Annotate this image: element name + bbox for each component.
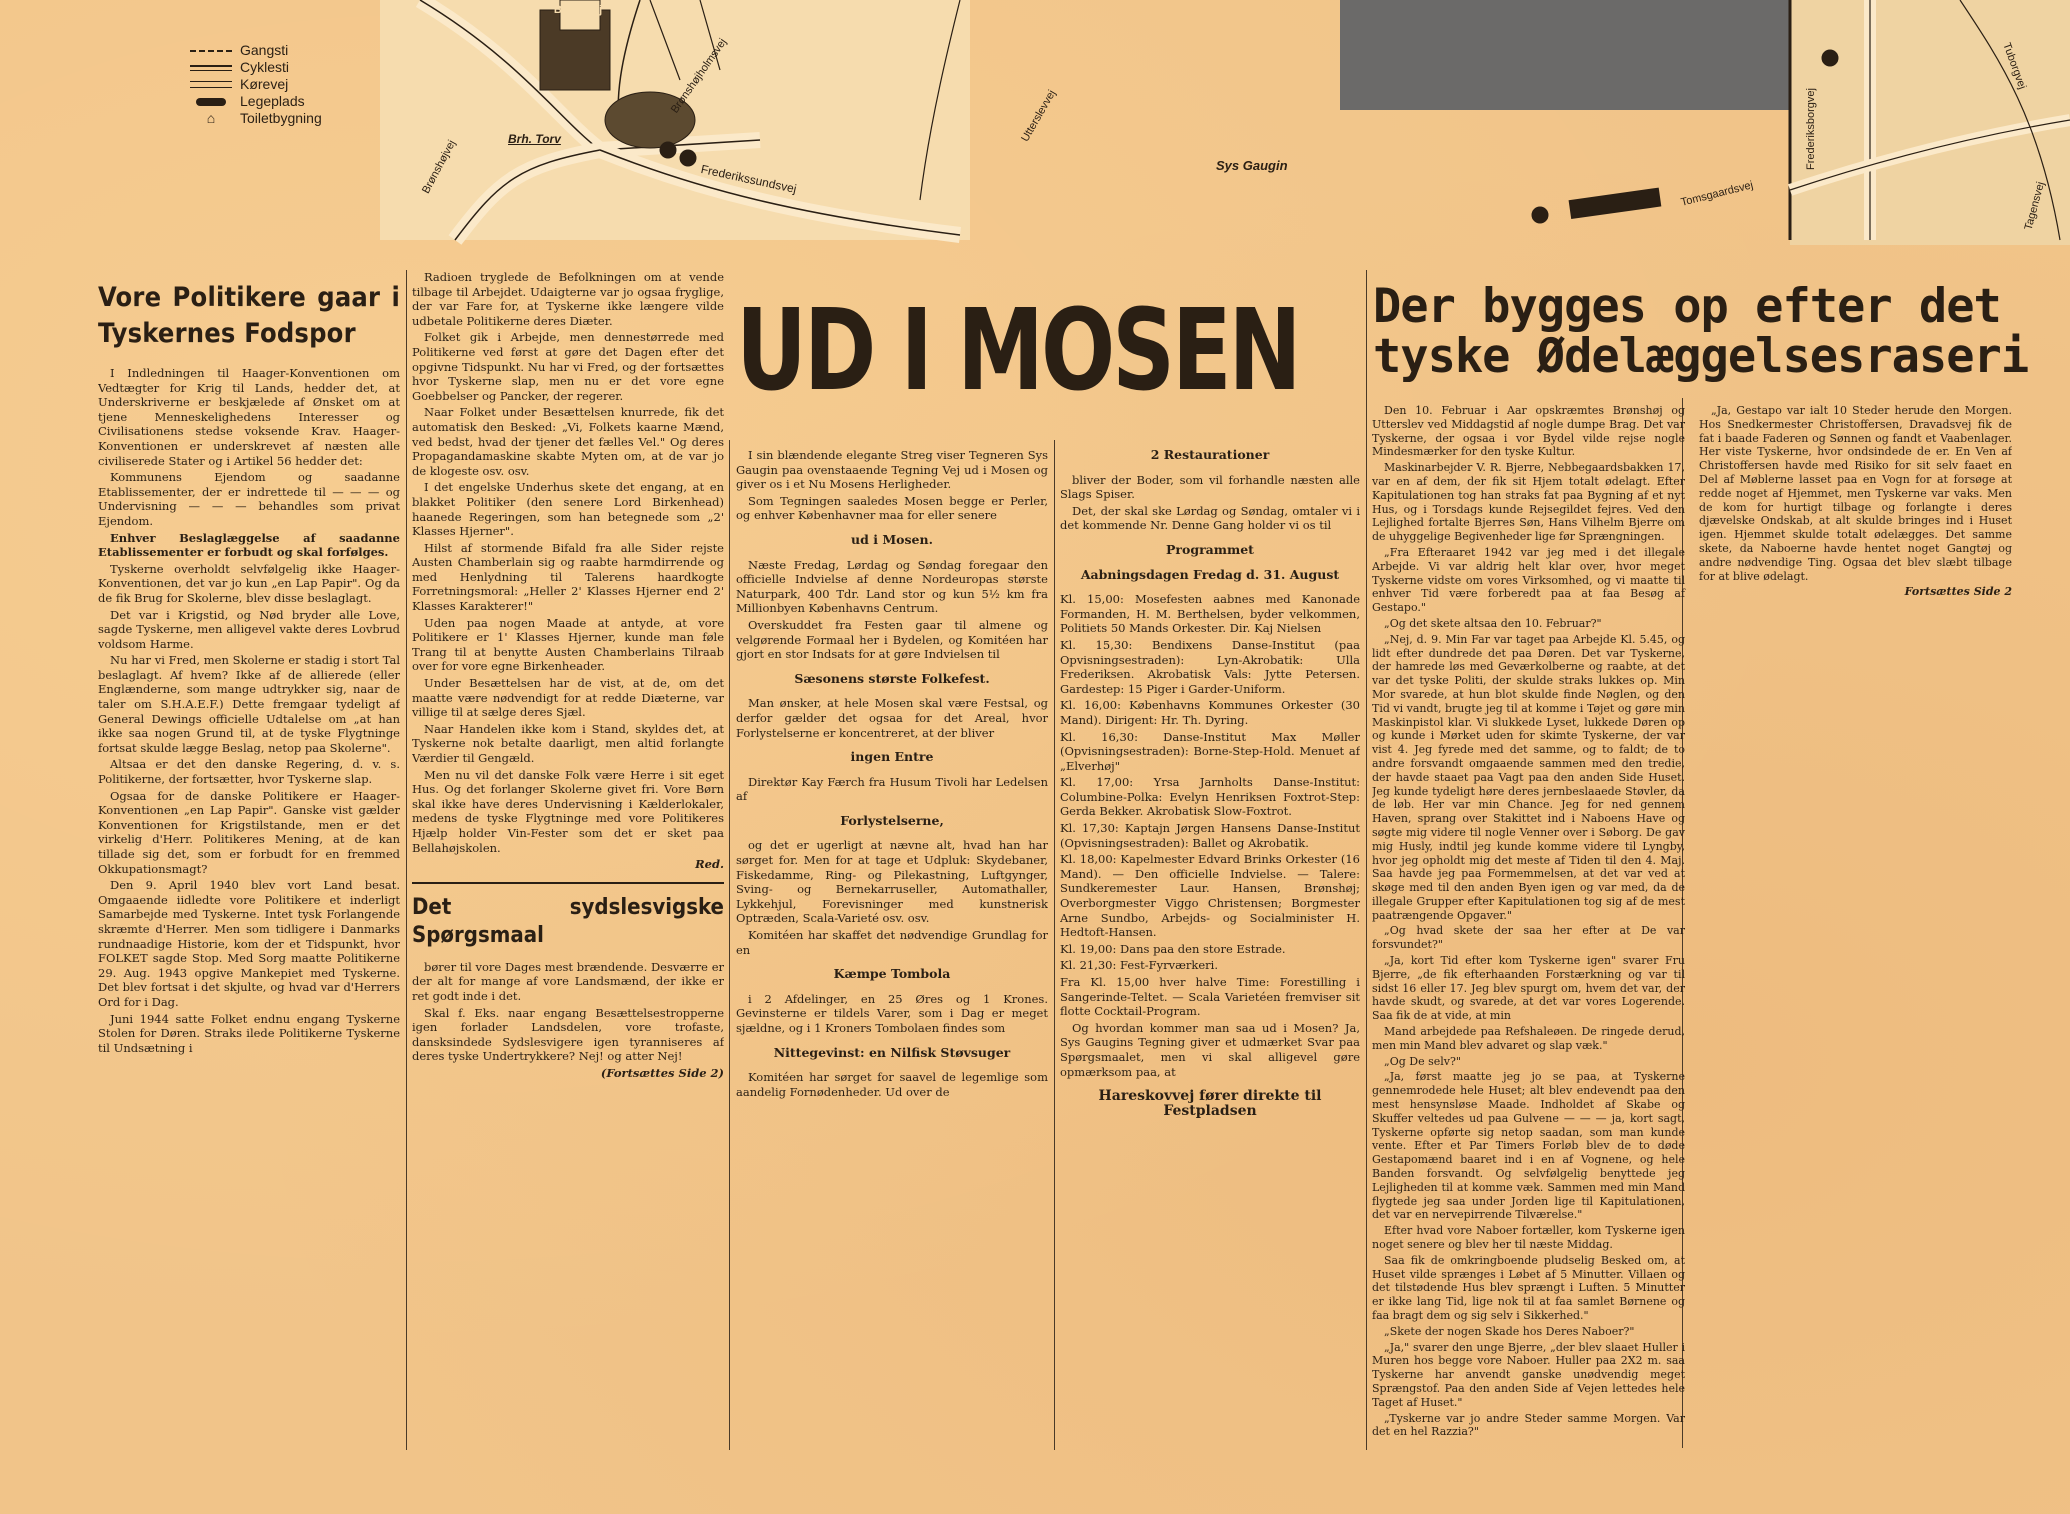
paragraph: Men nu vil det danske Folk være Herre i sit eget Hus. Og det forlanger Skolerne givet fri. Vore Børn skal ikke have deres Undervisning i Kælderlokaler, medens de tyske Flygtninge med vore Politikeres Hjælp holder Vin-Fester som det er sket paa Bellahøjskolen.: [412, 767, 724, 855]
program-item: Kl. 15,00: Mosefesten aabnes med Kanonade Formanden, H. M. Berthelsen, byder velkommen, Politiets 50 Mands Orkester. Dir. Kaj Nielsen: [1060, 592, 1360, 636]
legend-item: Legeplads: [240, 93, 305, 109]
paragraph: Radioen tryglede de Befolkningen om at vende tilbage til Arbejdet. Udaigterne var jo ogsaa fryglige, der var Fare for, at Tyskerne ikke længere vilde udbetale Politikerne deres Diæter.: [412, 270, 724, 328]
paragraph: „Og De selv?": [1384, 1054, 1461, 1068]
program-item: Kl. 16,30: Danse-Institut Max Møller (Opvisningsestraden): Borne-Step-Hold. Menuet af „Elverhøj": [1060, 729, 1360, 773]
legend-item: Kørevej: [240, 76, 289, 92]
article-column-3: [736, 448, 1048, 1448]
signature: Red.: [695, 857, 724, 872]
paragraph: „Og hvad skete der saa her efter at De var forsvundet?": [1372, 924, 1685, 952]
continued-note: (Fortsættes Side 2): [600, 1065, 724, 1080]
article-column-1: [98, 270, 400, 1450]
program-item: Fra Kl. 15,00 hver halve Time: Forestilling i Sangerinde-Teltet. — Scala Varietéen fremviser sit flotte Cocktail-Program.: [1060, 975, 1360, 1019]
column-rule: [406, 270, 407, 1450]
subheading: Sæsonens største Folkefest.: [794, 670, 990, 686]
article-column-2: [412, 270, 724, 1450]
map-legend: [190, 42, 322, 127]
headline-politikere: Vore Politikere gaar i Tyskernes Fodspor: [98, 282, 400, 349]
paragraph: Næste Fredag, Lørdag og Søndag foregaar den officielle Indvielse af denne Nordeuropas største Naturpark, 400 Tdr. Land stor og kun 5½ km fra Millionbyen Københavns Centrum.: [736, 557, 1048, 616]
paragraph: „Fra Efteraaret 1942 var jeg med i det illegale Arbejde. Vi var aldrig helt klar over, hvor meget Tyskerne vidste om vores Virksomhed, og vi maatte til enhver Tid være forberedt paa at faa Besøg af Gestapo.": [1372, 545, 1685, 615]
program-item: Kl. 16,00: Københavns Kommunes Orkester (30 Mand). Dirigent: Hr. Th. Dyring.: [1060, 698, 1360, 727]
paragraph: Efter hvad vore Naboer fortæller, kom Tyskerne igen noget senere og blev her til næste Middag.: [1372, 1224, 1685, 1252]
headline-der-bygges: Der bygges op efter det tyske Ødelæggelsesraseri: [1373, 279, 2029, 384]
paragraph: „Skete der nogen Skade hos Deres Naboer?": [1384, 1324, 1635, 1338]
paragraph: Som Tegningen saaledes Mosen begge er Perler, og enhver Københavner maa for eller senere: [736, 493, 1048, 523]
subheading: ud i Mosen.: [851, 531, 933, 547]
paragraph: I sin blændende elegante Streg viser Tegneren Sys Gaugin paa ovenstaaende Tegning Vej ud i Mosen og giver os i et Nu Mosens Herligheder.: [736, 448, 1048, 492]
paragraph: Tyskerne overholdt selvfølgelig ikke Haager-Konventionen, det var jo kun „en Lap Papir". Og da de fik Brug for Skolerne, blev disse beslaglagt.: [98, 561, 400, 605]
paragraph: Man ønsker, at hele Mosen skal være Festsal, og derfor gælder det ogsaa for det Areal, hvor Forlystelserne er koncentreret, at der bliver: [736, 696, 1048, 740]
paragraph: Komitéen har skaffet det nødvendige Grundlag for en: [736, 928, 1048, 957]
column-rule: [729, 440, 730, 1450]
paragraph: I Indledningen til Haager-Konventionen om Vedtægter for Krig til Lands, hedder det, at Underskriverne er beskjælede af Ønsket om at tjene Menneskelighedens Interesser og Civilisationens stedse voksende Krav. Haager-Konventionen er underskrevet af næsten alle civiliserede Stater og i Artikel 56 hedder det:: [98, 366, 400, 468]
paragraph: „Og det skete altsaa den 10. Februar?": [1384, 616, 1602, 630]
paragraph: Skal f. Eks. naar engang Besættelsestropperne igen forlader Landsdelen, vore trofaste, dansksindede Sydslesvigere igen tyranniseres af deres tyske Undertrykkere? Nej! og atter Nej!: [412, 1005, 724, 1064]
paragraph: „Nej, d. 9. Min Far var taget paa Arbejde Kl. 5.45, og lidt efter dundrede det paa Døren. Det var Tyskerne, der hamrede løs med Geværkolberne og raabte, at det var det tyske Politi, der skulde straks lukkes op. Min Mor svarede, at hun blot skulde finde Nøglen, og den Tid vi vandt, brugte jeg til at komme i Tøjet og gøre min Maskinpistol klar. Vi slukkede Lyset, lukkede Døren op og kunde i Mørket uden for skimte Tyskerne, der var vist 4. Jeg fyrede med det samme, og to faldt; de to andre forsvandt omgaaende sammen med den tredie, der havde staaet paa Vagt paa den anden Side Huset. Jeg kunde tydeligt høre deres jernbeslaaede Støvler, da de løb. Her var min Chance. Jeg for ned gennem Haven, sprang over Stakittet ind i Naboens Have og søgte mig videre til nogle Venner over i Søborg. De gav mig Husly, indtil jeg kunde komme videre til Lyngby, hvor jeg opholdt mig det meste af Tiden til den 4. Maj. Saa havde jeg paa Formemmelsen, at det var ved at skøge med til den anden Byen igen og var med, da de illegale Grupper efter Kapitulationen tog sig af de mest paatrængende Opgaver.": [1372, 632, 1685, 922]
subheading: Programmet: [1166, 541, 1254, 557]
map-label-road: Tuborgvej: [2000, 41, 2029, 91]
subheading: 2 Restaurationer: [1150, 448, 1270, 462]
paragraph: Naar Folket under Besættelsen knurrede, fik det automatisk den Besked: „Vi, Folkets kaarne Mænd, ved bedst, hvad der tjener det fælles Vel." Og deres Propagandamaskine skabte Myten om, at de var jo de klogeste osv. osv.: [412, 405, 724, 478]
map-label-square: Brh. Torv: [508, 132, 561, 146]
paragraph: „Ja," svarer den unge Bjerre, „der blev slaaet Huller i Muren hos begge vore Naboer. Huller paa 2X2 m. saa Tyskerne har anvendt ganske unødvendig meget Sprængstof. Paa den anden Side af Vejen lettedes hele Taget af Huset.": [1372, 1340, 1685, 1409]
continued-note: Fortsættes Side 2: [1904, 585, 2012, 599]
paragraph: Uden paa nogen Maade at antyde, at vore Politikere er 1' Klasses Hjerner, kunde man føle Trang til at benytte Austen Chamberlains Tilraab over for vore egne Birkenheader.: [412, 615, 724, 674]
article-column-5: [1372, 404, 2012, 1448]
subheading: Forlystelserne,: [840, 812, 944, 828]
subheading: Aabningsdagen Fredag d. 31. August: [1080, 566, 1340, 582]
map-label-road: Tagensvej: [2022, 180, 2047, 232]
paragraph: bliver der Boder, som vil forhandle næsten alle Slags Spiser.: [1060, 472, 1360, 502]
map-label-church: Brønshøj Kirke: [553, 4, 603, 28]
program-item: Kl. 19,00: Dans paa den store Estrade.: [1060, 941, 1286, 956]
paragraph: Juni 1944 satte Folket endnu engang Tyskerne Stolen for Døren. Straks ilede Politikerne Tyskerne til Undsætning i: [98, 1011, 400, 1055]
paragraph: Mand arbejdede paa Refshaleøen. De ringede derud, men min Mand blev advaret og slap væk.": [1372, 1025, 1685, 1052]
paragraph: Den 9. April 1940 blev vort Land besat. Omgaaende iidledte vore Politikere et inderligt Samarbejde med Tyskerne. Intet tysk Forlangende skræmte d'Herrer. Men som tidligere i Danmarks rundnaadige Historie, kom der et Tidspunkt, hvor FOLKET sagde Stop. Med Sorg maatte Politikerne 29. Aug. 1943 opgive Mankepiet med Tyskerne. Det blev fortsat i det skjulte, og hvad var d'Herrers Ord for i Dag.: [98, 878, 400, 1009]
paragraph: Ogsaa for de danske Politikere er Haager-Konventionen „en Lap Papir". Ganske vist gælder Konventionen for Krigstilstande, men er det virkelig d'Herr. Politikeres Mening, at de kan tillade sig det, som er forbudt for en fremmed Okkupationsmagt?: [98, 788, 400, 876]
paragraph: Enhver Beslaglæggelse af saadanne Etablissementer er forbudt og skal forfølges.: [98, 530, 400, 560]
program-item: Kl. 17,30: Kaptajn Jørgen Hansens Danse-Institut (Opvisningsestraden): Ballet og Akrobatik.: [1060, 821, 1360, 850]
paragraph: Komitéen har sørget for saavel de legemlige som aandelig Fornødenheder. Ud over de: [736, 1070, 1048, 1099]
paragraph: Saa fik de omkringboende pludselig Besked om, at Huset vilde sprænges i Løbet af 5 Minutter. Villaen og det tilstødende Hus blev sprængt i Luften. 5 Minutter er ikke lang Tid, lige nok til at faa samlet Børnene og faa bragt dem og sig selv i Sikkerhed.": [1372, 1253, 1685, 1322]
headline-sydslesvig: Det sydslesvigske Spørgsmaal: [412, 882, 724, 950]
program-item: Kl. 18,00: Kapelmester Edvard Brinks Orkester (16 Mand). — Den officielle Indvielse. — Talere: Sundkeremester Laur. Hansen, Brønshøj; Overborgmester Viggo Christensen; Borgmester Arne Sundbo, Arbejds- og Socialminister H. Hedtoft-Hansen.: [1060, 852, 1360, 940]
paragraph: Det var i Krigstid, og Nød bryder alle Love, sagde Tyskerne, men alligevel vakte deres Lovbrud voldsom Harme.: [98, 607, 400, 651]
subheading: Kæmpe Tombola: [833, 966, 951, 982]
paragraph: „Ja, kort Tid efter kom Tyskerne igen" svarer Fru Bjerre, „de fik efterhaanden Forstærkning og var til sidst 16 eller 17. Jeg blev spurgt om, hvem det var, der havde skudt, og svarede, at det var vores Logerende. Saa fik de at vide, at min: [1372, 954, 1685, 1023]
map-illustration: [0, 0, 2070, 255]
paragraph: Den 10. Februar i Aar opskræmtes Brønshøj og Utterslev ved Middagstid af nogle dumpe Brag. Det var Tyskerne, der ogsaa i vor Bydel vilde rejse nogle Mindesmærker for den tyske Kultur.: [1372, 404, 1685, 459]
map-label-road: Tomsgaardsvej: [1679, 179, 1755, 209]
program-item: Kl. 21,30: Fest-Fyrværkeri.: [1060, 958, 1218, 973]
paragraph: Under Besættelsen har de vist, at de, om det maatte være nødvendigt for at redde Diæterne, var villige til at sælge deres Sjæl.: [412, 676, 724, 720]
map-label-road: Frederikssundsvej: [699, 162, 798, 196]
paragraph: Det, der skal ske Lørdag og Søndag, omtaler vi i det kommende Nr. Denne Gang holder vi os til: [1060, 503, 1360, 533]
program-item: Kl. 17,00: Yrsa Jarnholts Danse-Institut: Columbine-Polka: Evelyn Henriksen Foxtrot-Step: Gerda Bekker. Akrobatisk Slow-Foxtrot.: [1060, 775, 1360, 819]
paragraph: „Ja, Gestapo var ialt 10 Steder herude den Morgen. Hos Snedkermester Christoffersen, Dravadsvej fik de fat i baade Faderen og Sønnen og fandt et Vaabenlager. Her viste Tyskerne, hvor ondsindede de er. En Ven af Christoffersen havde med Risiko for sit selv faaet en Del af Møblerne lasset paa en Vogn for at forsøge at redde noget af Hjemmet, men Tyskerne var vaks. Men de kom for hurtigt tilbage og forlangte i deres djævelske Ondskab, at alt skulde bringes ind i Huset igen. Hjemmet skulde totalt ødelægges. Det samme skete, da Naboerne havde hentet noget Gangtøj og andre nødvendige Ting. Ogsaa det blev slæbt tilbage for at blive ødelagt.: [1699, 404, 2012, 583]
legend-item: Toiletbygning: [240, 110, 322, 126]
subheading: Hareskovvej fører direkte til Festpladsen: [1098, 1088, 1322, 1119]
legend-item: Gangsti: [240, 42, 289, 58]
map-label-road: Brønshøjholmsvej: [668, 36, 730, 116]
paragraph: Hilst af stormende Bifald fra alle Sider rejste Austen Chamberlain sig og raabte harmdirrende og med Henlydning til Talerens haardkogte Forretningsmoral: „Heller 2' Klasses Hjerner end 2' Klasses Karakterer!": [412, 540, 724, 614]
map-label-road: Brønshøjvej: [420, 138, 459, 196]
paragraph: I det engelske Underhus skete det engang, at en blakket Politiker (den senere Lord Birkenhead) haanede Regeringen, som han betegnede som „2' Klasses Hjerner".: [412, 480, 724, 539]
paragraph: Altsaa er det den danske Regering, d. v. s. Politikerne, der fortsætter, hvor Tyskerne slap.: [98, 757, 400, 787]
paragraph: Maskinarbejder V. R. Bjerre, Nebbegaardsbakken 17, var en af dem, der fik sit Hjem totalt ødelagt. Efter Kapitulationen tog han straks fat paa Bygning af et nyt Hus, og i Torsdags kunde Rejsegildet fejres. Ved den Lejlighed fortalte Bjerres Søn, Hans Vilhelm Bjerre om de uhyggelige Begivenheder lige før Sprængningen.: [1372, 461, 1685, 544]
paragraph: i 2 Afdelinger, en 25 Øres og 1 Krones. Gevinsterne er tildels Varer, som i Dag er meget sjældne, og i 1 Kroners Tombolaen findes som: [736, 991, 1048, 1035]
paragraph: „Tyskerne var jo andre Steder samme Morgen. Var det en hel Razzia?": [1372, 1411, 1685, 1439]
map-label-road: Utterslevvej: [1019, 88, 1059, 144]
toilet-icon: ⌂: [206, 110, 216, 126]
paragraph: Og hvordan kommer man saa ud i Mosen? Ja, Sys Gaugins Tegning giver et udmærket Svar paa Spørgsmaalet, men vi skal alligevel gøre opmærksom paa, at: [1060, 1020, 1360, 1079]
paragraph: og det er ugerligt at nævne alt, hvad han har sørget for. Men for at tage et Udpluk: Skydebaner, Fiskedamme, Ring- og Pilekastning, Luftgynger, Sving- og Bernekarruseller, Automathaller, Lykkehjul, Forevisninger med kunstnerisk Optræden, Scala-Varieté osv. osv.: [736, 838, 1048, 926]
paragraph: Naar Handelen ikke kom i Stand, skyldes det, at Tyskerne nok betalte daarligt, men altid forlangte Værdier til Gengæld.: [412, 721, 724, 765]
program-item: Kl. 15,30: Bendixens Danse-Institut (paa Opvisningsestraden): Lyn-Akrobatik: Ulla Frederiksen. Akrobatisk Vals: Jytte Petersen. Gardestep: 15 Piger i Garder-Uniform.: [1060, 637, 1360, 696]
paragraph: Folket gik i Arbejde, men dennestørrede med Politikerne ved først at gøre det Dagen efter det opgivne Tidspunkt. Nu har vi Fred, og der fortsættes hvor Tyskerne slap, men nu er det vore egne Goebbelser og Pancker, der regerer.: [412, 330, 724, 403]
legend-item: Cyklesti: [240, 59, 290, 75]
subheading: Nittegevinst: en Nilfisk Støvsuger: [773, 1044, 1011, 1060]
headline-ud-i-mosen: UD I MOSEN: [736, 286, 1299, 416]
article-column-4: [1060, 448, 1360, 1448]
paragraph: bører til vore Dages mest brændende. Desværre er der alt for mange af vore Landsmænd, der ikke er ret godt inde i det.: [412, 959, 724, 1003]
paragraph: Nu har vi Fred, men Skolerne er stadig i stort Tal beslaglagt. Af hvem? Ikke af de allierede (eller Englænderne, som mange udtrykker sig, naar de taler om S.H.A.E.F.) Dette fremgaar tydeligt af General Dewings officielle Udtalelse om „at han ikke saa nogen Grund til, at de tyske Flygtninge fortsat skulde lægge Beslag, netop paa Skolerne".: [98, 653, 400, 755]
paragraph: Overskuddet fra Festen gaar til almene og velgørende Formaal her i Bydelen, og Komitéen har gjort en stor Indsats for at gøre Indvielsen til: [736, 617, 1048, 662]
paragraph: Kommunens Ejendom og saadanne Etablissementer, der er indrettede til — — — og Undervisning — — — behandles som privat Ejendom.: [98, 470, 400, 528]
paragraph: Direktør Kay Færch fra Husum Tivoli har Ledelsen af: [736, 774, 1048, 804]
column-rule: [1054, 440, 1055, 1450]
paragraph: „Ja, først maatte jeg jo se paa, at Tyskerne gennemrodede hele Huset; alt blev endevendt paa den mest hensynsløse Maade. Indholdet af Skabe og Skuffer veltedes ud paa Gulvene — — — ja, kort sagt, Tyskerne opførte sig netop saadan, som man kunde vente. Efter et Par Timers Forløb blev de to døde Gestapomænd baaret ind i en af Vognene, og hele Banden forsvandt. Og selvfølgelig benyttede jeg Lejligheden til at komme væk. Sammen med min Mand flygtede jeg saa under Jorden lige til Kapitulationen, det var en nervepirrende Tilværelse.": [1372, 1070, 1685, 1222]
column-rule: [1366, 270, 1367, 1450]
map-label-road: Frederiksborgvej: [1805, 88, 1817, 170]
subheading: ingen Entre: [850, 749, 934, 765]
map-caption: Sys Gaugin: [1216, 158, 1288, 173]
